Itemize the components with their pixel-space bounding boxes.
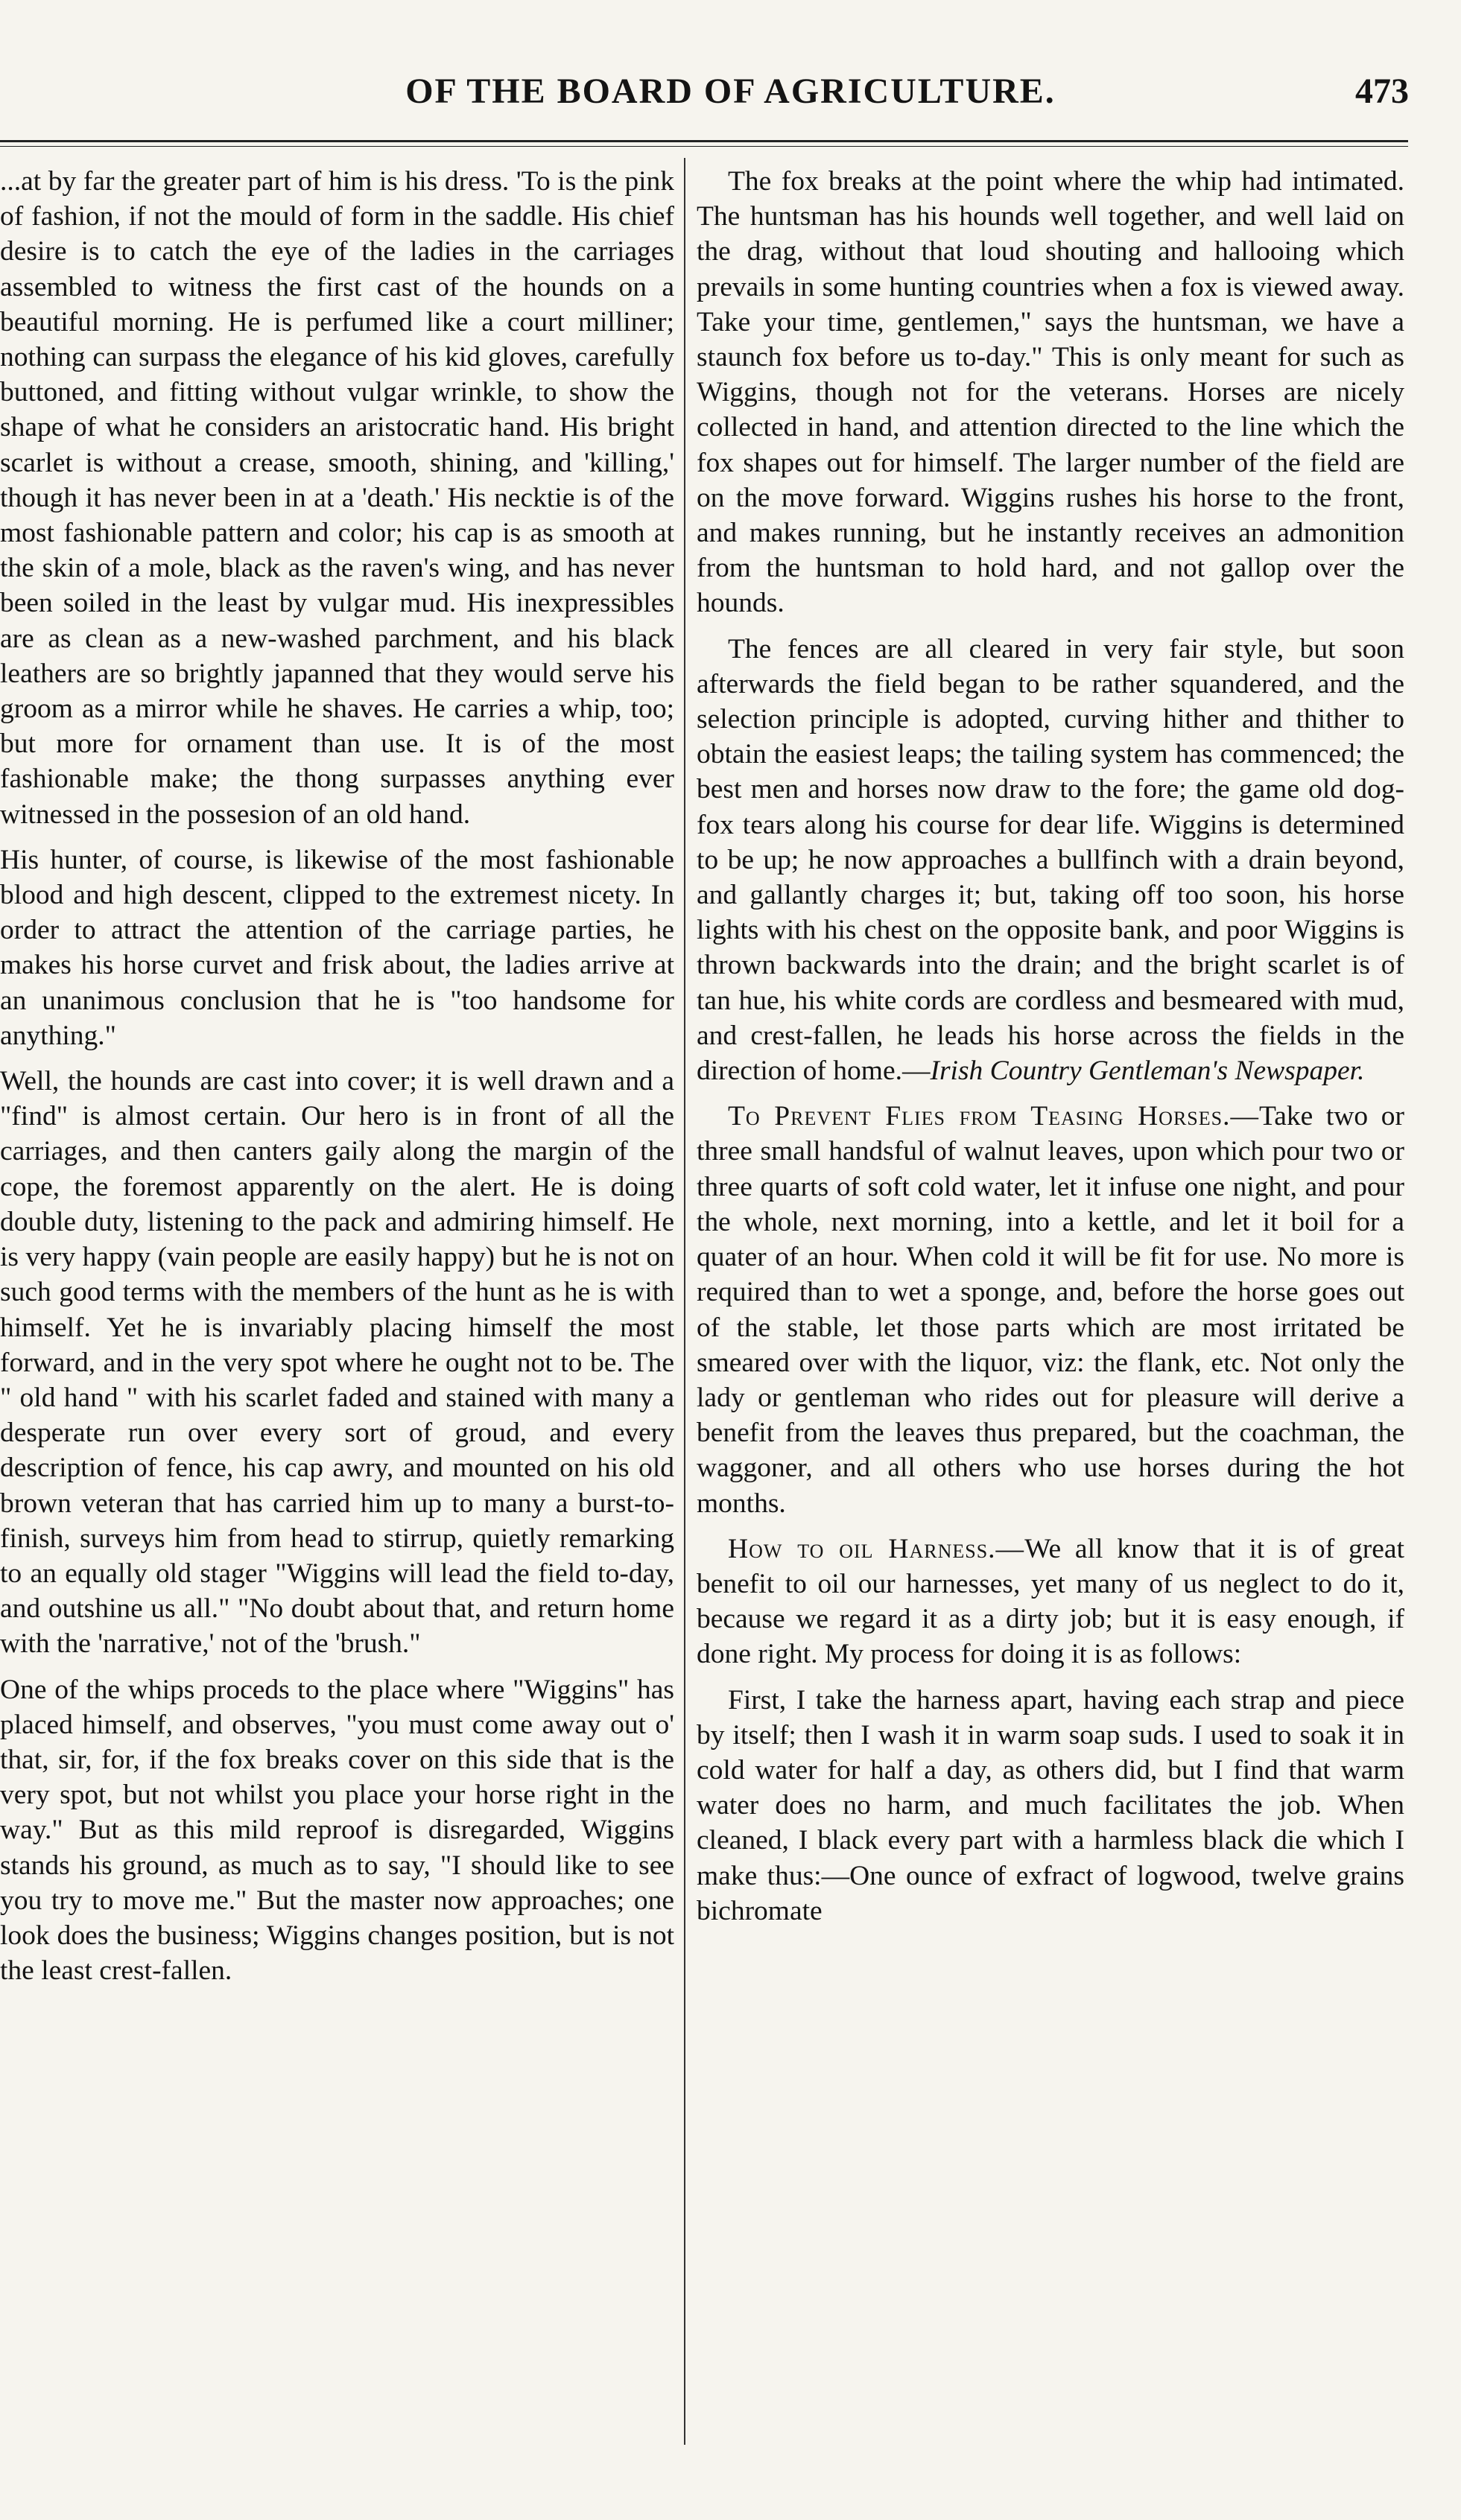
left-paragraph-1: ...at by far the greater part of him is his dress. 'To is the pink of fashion, if not the mould of form in the saddle. His chief desire is to catch the eye of the ladies in the carriages assembled to witness the first cast of the hounds on a beautiful morning. He is perfumed like a court milliner; nothing can surpass the elegance of his kid gloves, carefully buttoned, and fitting without vulgar wrinkle, to show the shape of what he considers an aristocratic hand. His bright scarlet is without a crease, smooth, shining, and 'killing,' though it has never been in at a 'death.' His necktie is of the most fashionable pattern and color; his cap is as smooth at the skin of a mole, black as the raven's wing, and has never been soiled in the least by vulgar mud. His inexpressibles are as clean as a new-washed parchment, and his black leathers are so brightly japanned that they would serve his groom as a mirror while he shaves. He carries a whip, too; but more for ornament than use. It is of the most fashionable make; the thong surpasses anything ever witnessed in the possesion of an old hand. — [0, 166, 674, 830]
harness-heading: How to oil Harness.— — [728, 1533, 1025, 1564]
running-header — [0, 71, 1461, 130]
harness-article — [697, 1532, 1404, 1672]
left-paragraph-4: One of the whips proceds to the place where "Wiggins" has placed himself, and observes, "you must come away out o' that, sir, for, if the fox breaks cover on this side that is the very spot, but not whilst you place your horse right in the way." But as this mild reproof is disregarded, Wiggins stands his ground, as much as to say, "I should like to see you try to move me." But the master now approaches; one look does the business; Wiggins changes position, but is not the least crest-fallen. — [0, 1674, 674, 1987]
right-paragraph-5: First, I take the harness apart, having each strap and piece by itself; then I wash it in warm soap suds. I used to soak it in cold water for half a day, as others did, but I find that warm water does no harm, and much facilitates the job. When cleaned, I black every part with a harmless black die which I make thus:—One ounce of exfract of logwood, twelve grains bichromate — [697, 1684, 1404, 1926]
source-attribution: Irish Country Gentleman's Newspaper. — [930, 1056, 1365, 1087]
flies-article — [697, 1099, 1404, 1520]
right-column — [697, 164, 1404, 2458]
running-title: OF THE BOARD OF AGRICULTURE. — [405, 72, 1056, 111]
left-column — [0, 164, 674, 2458]
right-paragraph-2 — [697, 632, 1404, 1089]
left-paragraph-2: His hunter, of course, is likewise of the most fashionable blood and high descent, clipped to the extremest nicety. In order to attract the attention of the carriage parties, he makes his horse curvet and frisk about, the ladies arrive at an unanimous conclusion that he is "too handsome for anything." — [0, 844, 674, 1051]
flies-text: Take two or three small handsful of walnut leaves, upon which pour two or three quarts of soft cold water, let it infuse one night, and pour the whole, next morning, into a kettle, and let it boil for a quater of an hour. When cold it will be fit for use. No more is required than to wet a sponge, and, before the horse goes out of the stable, let those parts which are most irritated be smeared over with the liquor, viz: the flank, etc. Not only the lady or gentleman who rides out for pleasure will derive a benefit from the leaves thus prepared, but the coachman, the waggoner, and all others who use horses during the hot months. — [697, 1101, 1404, 1519]
right-paragraph-1: The fox breaks at the point where the whip had intimated. The huntsman has his hounds well together, and well laid on the drag, without that loud shouting and hallooing which prevails in some hunting countries when a fox is viewed away. Take your time, gentlemen," says the huntsman, we have a staunch fox before us to-day." This is only meant for such as Wiggins, though not for the veterans. Horses are nicely collected in hand, and attention directed to the line which the fox shapes out for himself. The larger number of the field are on the move forward. Wiggins rushes his horse to the front, and makes running, but he instantly receives an admonition from the huntsman to hold hard, and not gallop over the hounds. — [697, 166, 1404, 619]
right-paragraph-2-text: The fences are all cleared in very fair style, but soon afterwards the field began to be rather squandered, and the selection principle is adopted, curving hither and thither to obtain the easiest leaps; the tailing system has commenced; the best men and horses now draw to the fore; the game old dog-fox tears along his course for dear life. Wiggins is determined to be up; he now approaches a bullfinch with a drain beyond, and gallantly charges it; but, taking off too soon, his horse lights with his chest on the opposite bank, and poor Wiggins is thrown backwards into the drain; and the bright scarlet is of tan hue, his white cords are cordless and besmeared with mud, and crest-fallen, he leads his horse across the fields in the direction of home.— — [697, 633, 1404, 1087]
left-paragraph-3: Well, the hounds are cast into cover; it is well drawn and a "find" is almost certain. Our hero is in front of all the carriages, and then canters gaily along the margin of the cope, the foremost apparently on the alert. He is doing double duty, listening to the pack and admiring himself. He is very happy (vain people are easily happy) but he is not on such good terms with the members of the hunt as he is with himself. Yet he is invariably placing himself the most forward, and in the very spot where he ought not to be. The " old hand " with his scarlet faded and stained with many a desperate run over every sort of groud, and every description of fence, his cap awry, and mounted on his old brown veteran that has carried him up to many a burst-to-finish, surveys him from head to stirrup, quietly remarking to an equally old stager "Wiggins will lead the field to-day, and outshine us all." "No doubt about that, and return home with the 'narrative,' not of the 'brush." — [0, 1066, 674, 1660]
page-number: 473 — [1355, 72, 1409, 111]
harness-text: We all know that it is of great benefit to oil our harnesses, yet many of us neglect to do it, because we regard it as a dirty job; but it is easy enough, if done right. My process for doing it is as follows: — [697, 1533, 1404, 1670]
flies-heading: To Prevent Flies from Teasing Horses.— — [728, 1101, 1259, 1132]
column-divider — [684, 158, 685, 2445]
header-rule — [0, 140, 1408, 147]
